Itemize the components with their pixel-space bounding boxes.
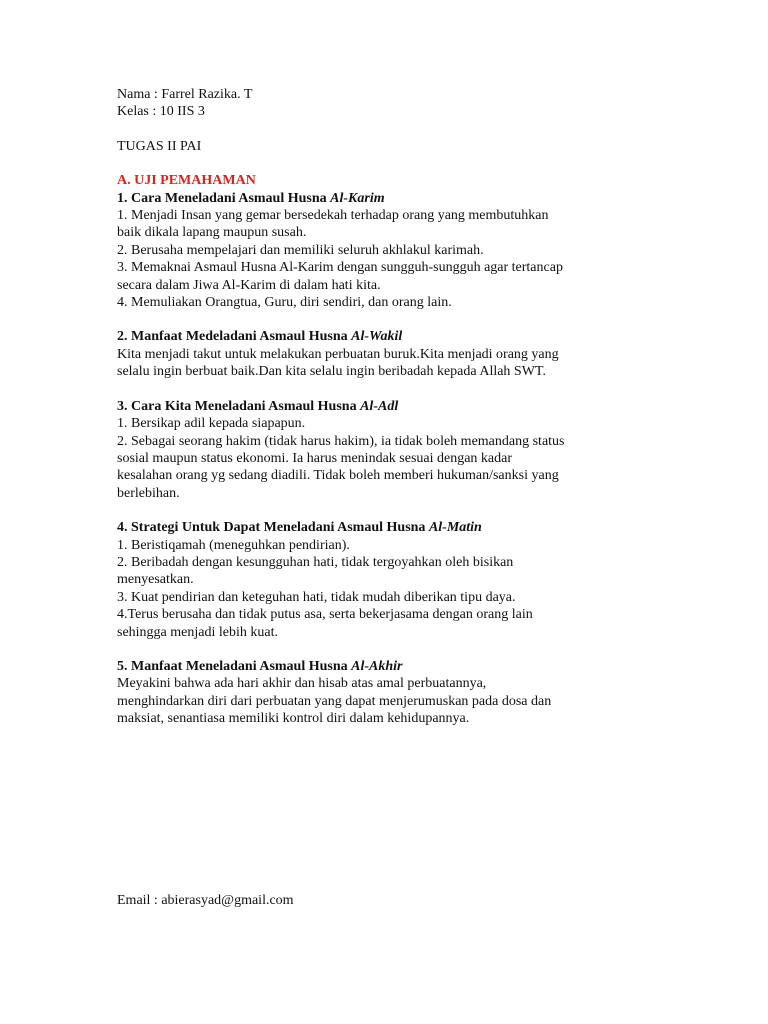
spacer <box>117 155 657 172</box>
spacer <box>117 502 657 519</box>
item-2-heading <box>117 328 657 345</box>
item-5-line: menghindarkan diri dari perbuatan yang dapat menjerumuskan pada dosa dan <box>117 693 552 709</box>
item-1-line: 1. Menjadi Insan yang gemar bersedekah terhadap orang yang membutuhkan <box>117 208 549 224</box>
item-3-heading <box>117 398 657 415</box>
item-3-line: 2. Sebagai seorang hakim (tidak harus hakim), ia tidak boleh memandang status <box>117 433 565 449</box>
item-1-heading-prefix: 1. Cara Meneladani Asmaul Husna <box>117 190 331 206</box>
item-2 <box>117 328 657 380</box>
item-5-heading-prefix: 5. Manfaat Meneladani Asmaul Husna <box>117 658 352 674</box>
footer-email: Email : abierasyad@gmail.com <box>117 893 294 908</box>
item-3-line: berlebihan. <box>117 485 180 501</box>
item-3-line: kesalahan orang yg sedang diadili. Tidak boleh memberi hukuman/sanksi yang <box>117 468 559 484</box>
item-5-heading-name: Al-Akhir <box>351 658 403 674</box>
item-4-heading-name: Al-Matin <box>428 520 482 536</box>
item-1-heading-name: Al-Karim <box>330 190 385 206</box>
item-4-line: 3. Kuat pendirian dan keteguhan hati, tidak mudah diberikan tipu daya. <box>117 589 516 605</box>
item-3-heading-name: Al-Adl <box>360 398 399 414</box>
item-5-heading <box>117 658 657 675</box>
item-1-line: baik dikala lapang maupun susah. <box>117 225 307 241</box>
document-body <box>117 86 657 728</box>
item-2-line: Kita menjadi takut untuk melakukan perbuatan buruk.Kita menjadi orang yang <box>117 346 559 362</box>
item-1 <box>117 190 657 312</box>
student-class: Kelas : 10 IIS 3 <box>117 104 205 120</box>
item-5-line: Meyakini bahwa ada hari akhir dan hisab atas amal perbuatannya, <box>117 676 487 692</box>
item-5-line: maksiat, senantiasa memiliki kontrol diri dalam kehidupannya. <box>117 711 470 727</box>
item-1-heading <box>117 190 657 207</box>
item-4-line: 2. Beribadah dengan kesungguhan hati, tidak tergoyahkan oleh bisikan <box>117 554 514 570</box>
spacer <box>117 121 657 138</box>
item-4-line: sehingga menjadi lebih kuat. <box>117 624 278 640</box>
spacer <box>117 311 657 328</box>
spacer <box>117 641 657 658</box>
item-4-line: 1. Beristiqamah (meneguhkan pendirian). <box>117 537 350 553</box>
item-4 <box>117 519 657 641</box>
item-4-line: menyesatkan. <box>117 572 194 588</box>
item-2-heading-name: Al-Wakil <box>351 329 403 345</box>
item-5 <box>117 658 657 728</box>
item-1-line: secara dalam Jiwa Al-Karim di dalam hati kita. <box>117 277 381 293</box>
item-4-line: 4.Terus berusaha dan tidak putus asa, serta bekerjasama dengan orang lain <box>117 607 533 623</box>
item-2-heading-prefix: 2. Manfaat Medeladani Asmaul Husna <box>117 329 352 345</box>
item-3-heading-prefix: 3. Cara Kita Meneladani Asmaul Husna <box>117 398 361 414</box>
spacer <box>117 381 657 398</box>
assignment-title: TUGAS II PAI <box>117 138 202 154</box>
student-name: Nama : Farrel Razika. T <box>117 87 253 102</box>
item-1-line: 3. Memaknai Asmaul Husna Al-Karim dengan sungguh-sungguh agar tertancap <box>117 260 563 276</box>
item-3 <box>117 398 657 502</box>
item-4-heading <box>117 519 657 536</box>
item-2-line: selalu ingin berbuat baik.Dan kita selalu ingin beribadah kepada Allah SWT. <box>117 364 546 380</box>
item-1-line: 4. Memuliakan Orangtua, Guru, diri sendiri, dan orang lain. <box>117 295 452 311</box>
item-4-heading-prefix: 4. Strategi Untuk Dapat Meneladani Asmaul Husna <box>117 520 429 536</box>
item-3-line: sosial maupun status ekonomi. Ia harus menindak sesuai dengan kadar <box>117 450 513 466</box>
section-a-title: A. UJI PEMAHAMAN <box>117 173 256 189</box>
item-1-line: 2. Berusaha mempelajari dan memiliki seluruh akhlakul karimah. <box>117 242 484 258</box>
item-3-line: 1. Bersikap adil kepada siapapun. <box>117 416 306 432</box>
